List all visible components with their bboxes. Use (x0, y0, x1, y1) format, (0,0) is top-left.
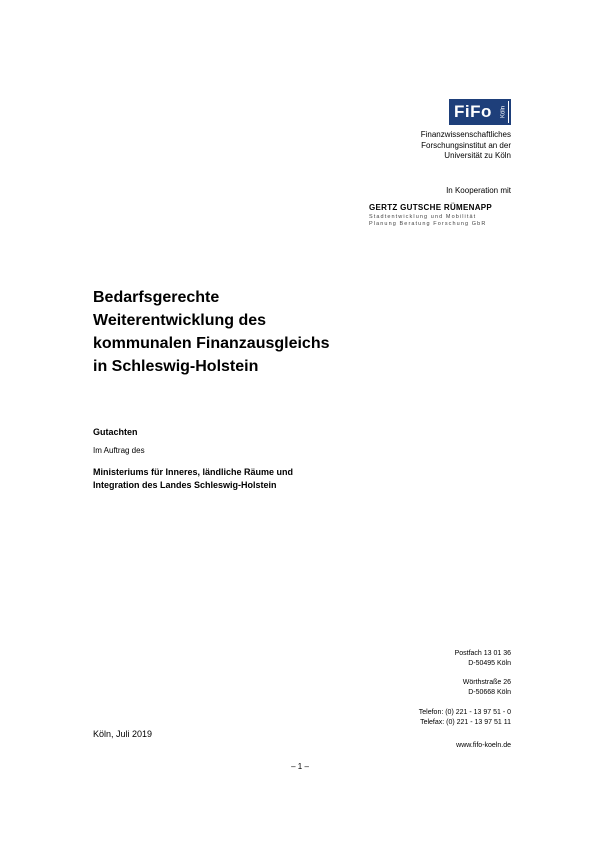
title-line: in Schleswig-Holstein (93, 358, 259, 375)
commission-label: Im Auftrag des (93, 446, 145, 455)
title-line: Bedarfsgerechte (93, 289, 220, 306)
institute-name (311, 130, 511, 162)
document-title (93, 286, 393, 378)
client-line: Ministeriums für Inneres, ländliche Räume und (93, 467, 294, 477)
website-link[interactable]: www.fifo-koeln.de (456, 742, 511, 749)
institute-line: Finanzwissenschaftliches (420, 130, 511, 139)
address-line: D-50495 Köln (468, 660, 511, 667)
cooperation-label: In Kooperation mit (446, 186, 511, 195)
partner-tagline: Planung Beratung Forschung GbR (369, 221, 487, 227)
title-line: kommunalen Finanzausgleichs (93, 335, 330, 352)
title-line: Weiterentwicklung des (93, 312, 267, 329)
institute-line: Universität zu Köln (444, 151, 511, 160)
fifo-logo (449, 99, 511, 125)
partner-name: GERTZ GUTSCHE RÜMENAPP (369, 203, 493, 212)
address-postfach (361, 649, 511, 669)
client-line: Integration des Landes Schleswig-Holstein (93, 480, 277, 490)
client-name (93, 466, 393, 492)
phone-number: Telefon: (0) 221 - 13 97 51 - 0 (418, 709, 511, 716)
address-line: Postfach 13 01 36 (454, 650, 511, 657)
institute-line: Forschungsinstitut an der (421, 140, 511, 150)
address-line: D-50668 Köln (468, 689, 511, 696)
logo-text: FiFo (454, 102, 492, 121)
place-date: Köln, Juli 2019 (93, 729, 153, 739)
logo-city: Köln (499, 101, 509, 123)
page-number: – 1 – (291, 762, 309, 771)
address-street (361, 678, 511, 698)
document-type: Gutachten (93, 427, 138, 437)
address-line: Wörthstraße 26 (462, 679, 511, 686)
fax-number: Telefax: (0) 221 - 13 97 51 11 (420, 719, 511, 726)
partner-tagline: Stadtentwicklung und Mobilität (369, 214, 477, 220)
address-phone (361, 708, 511, 728)
